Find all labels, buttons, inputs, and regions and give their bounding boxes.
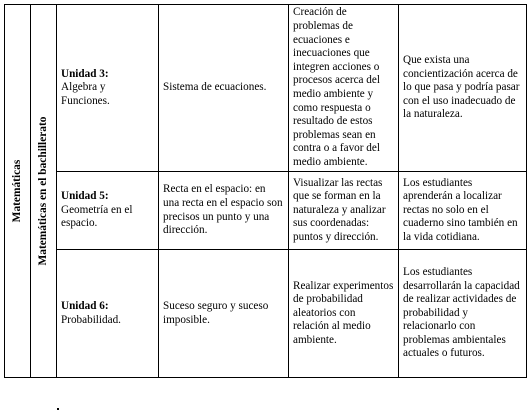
topic-cell: Sistema de ecuaciones.	[159, 5, 289, 172]
level-label: Matemáticas en el bachillerato	[36, 116, 49, 266]
unit-name: Probabilidad.	[61, 313, 121, 326]
stray-mark	[57, 408, 59, 410]
outcome-cell: Que exista una concientización acerca de lo que pasa y podría pasar con el uso inadecuado de la naturaleza.	[399, 5, 527, 172]
table-row	[5, 172, 527, 250]
table-row	[5, 250, 527, 378]
level-cell	[31, 5, 57, 378]
curriculum-table	[4, 4, 527, 378]
subject-label: Matemáticas	[10, 159, 23, 223]
unit-cell	[57, 5, 159, 172]
topic-cell: Suceso seguro y suceso imposible.	[159, 250, 289, 378]
activity-cell: Creación de problemas de ecuaciones e inecuaciones que integren acciones o procesos acerca del medio ambiente y como respuesta o resultado de estos problemas sean en contra o a favor del medio ambiente.	[289, 5, 399, 172]
outcome-cell: Los estudiantes desarrollarán la capacidad de realizar actividades de probabilidad y relacionarlo con problemas ambientales actuales o futuros.	[399, 250, 527, 378]
outcome-cell: Los estudiantes aprenderán a localizar rectas no solo en el cuaderno sino también en la vida cotidiana.	[399, 172, 527, 250]
activity-cell: Realizar experimentos de probabilidad aleatorios con relación al medio ambiente.	[289, 250, 399, 378]
unit-title: Unidad 3:	[61, 67, 109, 80]
unit-name: Algebra y Funciones.	[61, 81, 110, 107]
table-row	[5, 5, 527, 172]
unit-cell	[57, 172, 159, 250]
unit-name: Geometría en el espacio.	[61, 203, 133, 230]
subject-cell	[5, 5, 31, 378]
unit-cell	[57, 250, 159, 378]
activity-cell: Visualizar las rectas que se forman en la naturaleza y analizar sus coordenadas: puntos y dirección.	[289, 172, 399, 250]
unit-title: Unidad 6:	[61, 299, 109, 312]
unit-title: Unidad 5:	[61, 190, 109, 203]
topic-cell: Recta en el espacio: en una recta en el espacio son precisos un punto y una dirección.	[159, 172, 289, 250]
